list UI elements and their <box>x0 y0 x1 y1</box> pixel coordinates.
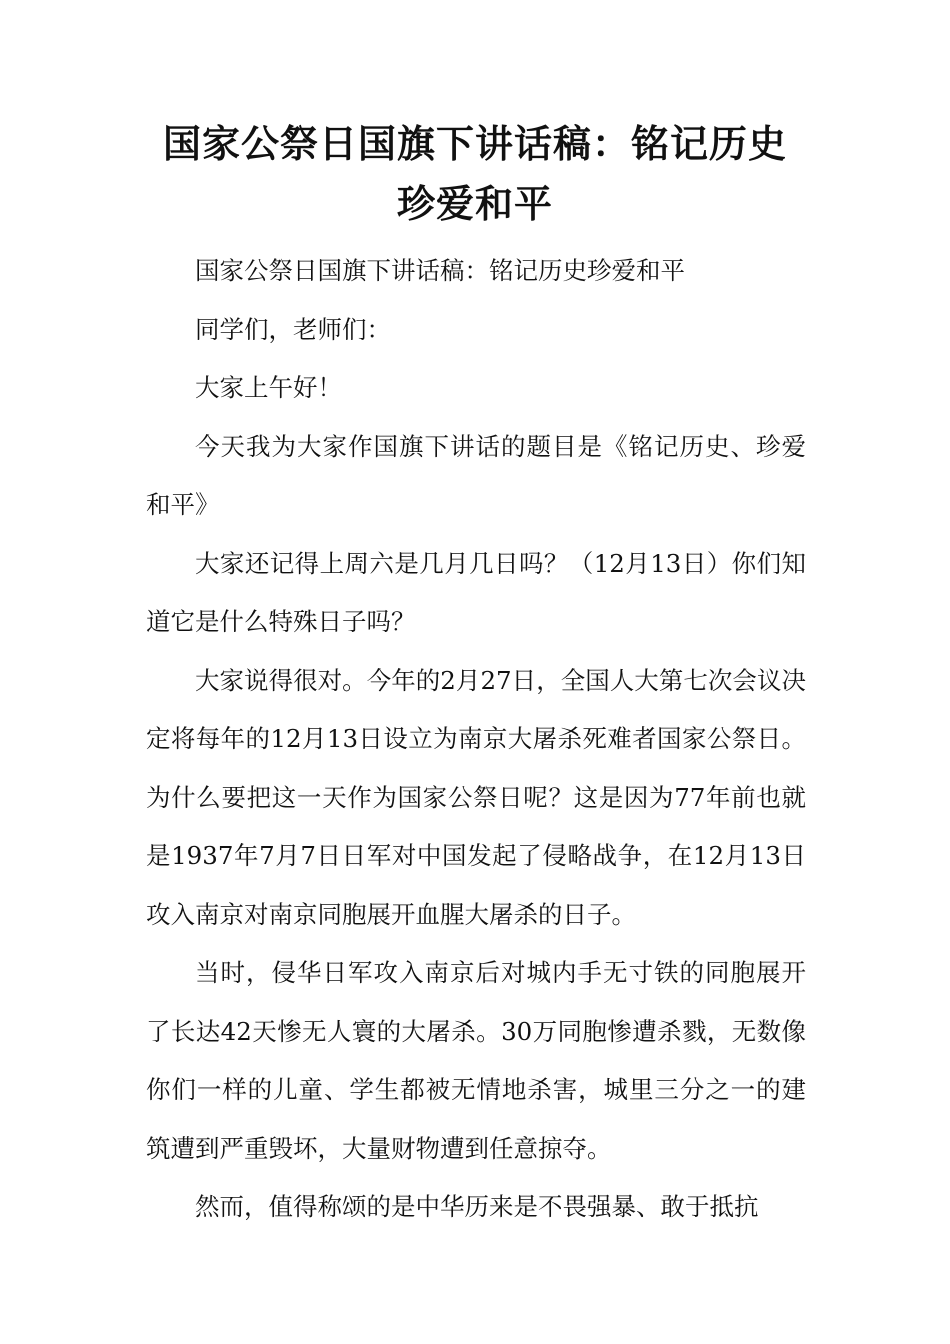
paragraph-topic: 今天我为大家作国旗下讲话的题目是《铭记历史、珍爱和平》 <box>146 431 806 519</box>
paragraph-memorial-day: 大家说得很对。今年的2月27日，全国人大第七次会议决定将每年的12月13日设立为南京大屠杀死难者国家公祭日。为什么要把这一天作为国家公祭日呢？这是因为77年前也就是1937年7月7日日军对中国发起了侵略战争，在12月13日攻入南京对南京同胞展开血腥大屠杀的日子。 <box>146 665 806 929</box>
paragraph-question: 大家还记得上周六是几月几日吗？（12月13日）你们知道它是什么特殊日子吗？ <box>146 548 806 636</box>
document-title-line-1: 国家公祭日国旗下讲话稿：铭记历史 <box>162 122 787 166</box>
paragraph-resistance: 然而，值得称颂的是中华历来是不畏强暴、敢于抵抗 <box>195 1192 759 1221</box>
document-title-line-2: 珍爱和平 <box>396 182 553 226</box>
paragraph-good-morning: 大家上午好！ <box>195 373 342 402</box>
paragraph-greeting: 同学们，老师们： <box>195 314 391 344</box>
paragraph-massacre: 当时，侵华日军攻入南京后对城内手无寸铁的同胞展开了长达42天惨无人寰的大屠杀。30万同胞惨遭杀戮，无数像你们一样的儿童、学生都被无情地杀害，城里三分之一的建筑遭到严重毁坏，大量财物遭到任意掠夺。 <box>146 958 806 1163</box>
paragraph-subtitle: 国家公祭日国旗下讲话稿：铭记历史珍爱和平 <box>195 256 685 285</box>
document-body <box>146 242 806 1237</box>
